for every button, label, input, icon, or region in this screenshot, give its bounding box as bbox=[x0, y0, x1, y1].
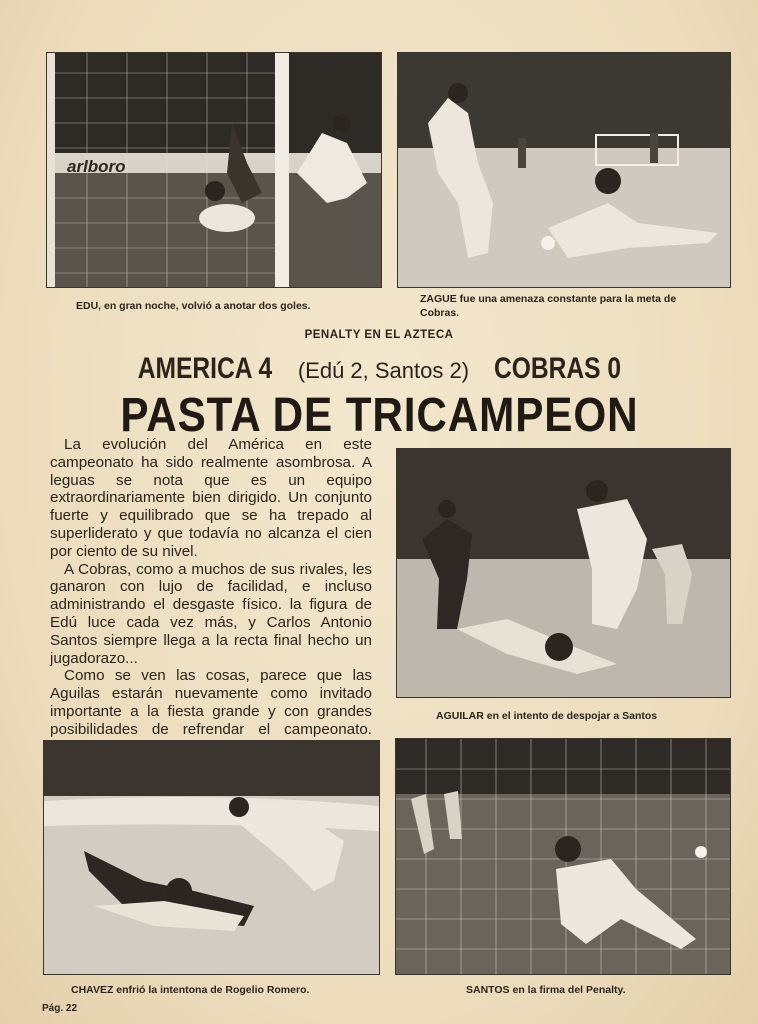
scoreline bbox=[0, 352, 758, 386]
headline-text: PASTA DE TRICAMPEON bbox=[119, 389, 639, 442]
paragraph: Como se ven las cosas, parece que las Aguilas estarán nuevamente como invitado importante a la fiesta grande y con grandes posibilidades de refrendar el campeonato. bbox=[50, 667, 372, 738]
headline bbox=[0, 388, 758, 443]
photo-aguilar bbox=[396, 448, 731, 698]
photo-chavez-image bbox=[44, 741, 379, 974]
photo-aguilar-image bbox=[397, 449, 730, 697]
ad-board-text: arlboro bbox=[67, 157, 126, 176]
article-body bbox=[50, 436, 372, 756]
photo-chavez bbox=[43, 740, 380, 975]
caption-photo3: AGUILAR en el intento de despojar a Santos bbox=[436, 710, 658, 722]
caption-photo2: ZAGUE fue una amenaza constante para la meta de Cobras. bbox=[420, 293, 677, 319]
photo-zague bbox=[397, 52, 731, 288]
scorers: (Edú 2, Santos 2) bbox=[297, 358, 470, 383]
photo-santos-penalty-image bbox=[396, 739, 730, 974]
photo-zague-image bbox=[398, 53, 730, 287]
photo-santos-penalty bbox=[395, 738, 731, 975]
section-kicker: PENALTY EN EL AZTECA bbox=[304, 329, 454, 341]
photo-edu-goal bbox=[46, 52, 382, 288]
page-number: Pág. 22 bbox=[42, 1003, 78, 1014]
caption-photo4: CHAVEZ enfrió la intentona de Rogelio Romero. bbox=[71, 984, 310, 996]
away-score: COBRAS 0 bbox=[493, 352, 621, 385]
caption-photo5: SANTOS en la firma del Penalty. bbox=[466, 984, 626, 996]
paragraph: A Cobras, como a muchos de sus rivales, les ganaron con lujo de facilidad, e incluso administrando el desgaste físico. la figura de Edú luce cada vez más, y Carlos Antonio Santos siempre llega a la recta final hecho un jugadorazo... bbox=[50, 560, 372, 667]
caption-photo1: EDU, en gran noche, volvió a anotar dos goles. bbox=[76, 300, 311, 312]
paragraph: La evolución del América en este campeonato ha sido realmente asombrosa. A leguas se nota que es un equipo extraordinariamente bien dirigido. Un conjunto fuerte y equilibrado que se ha trepado al superliderato y que todavía no alcanza el cien por ciento de su nivel. bbox=[50, 436, 372, 560]
home-score: AMERICA 4 bbox=[138, 352, 273, 385]
